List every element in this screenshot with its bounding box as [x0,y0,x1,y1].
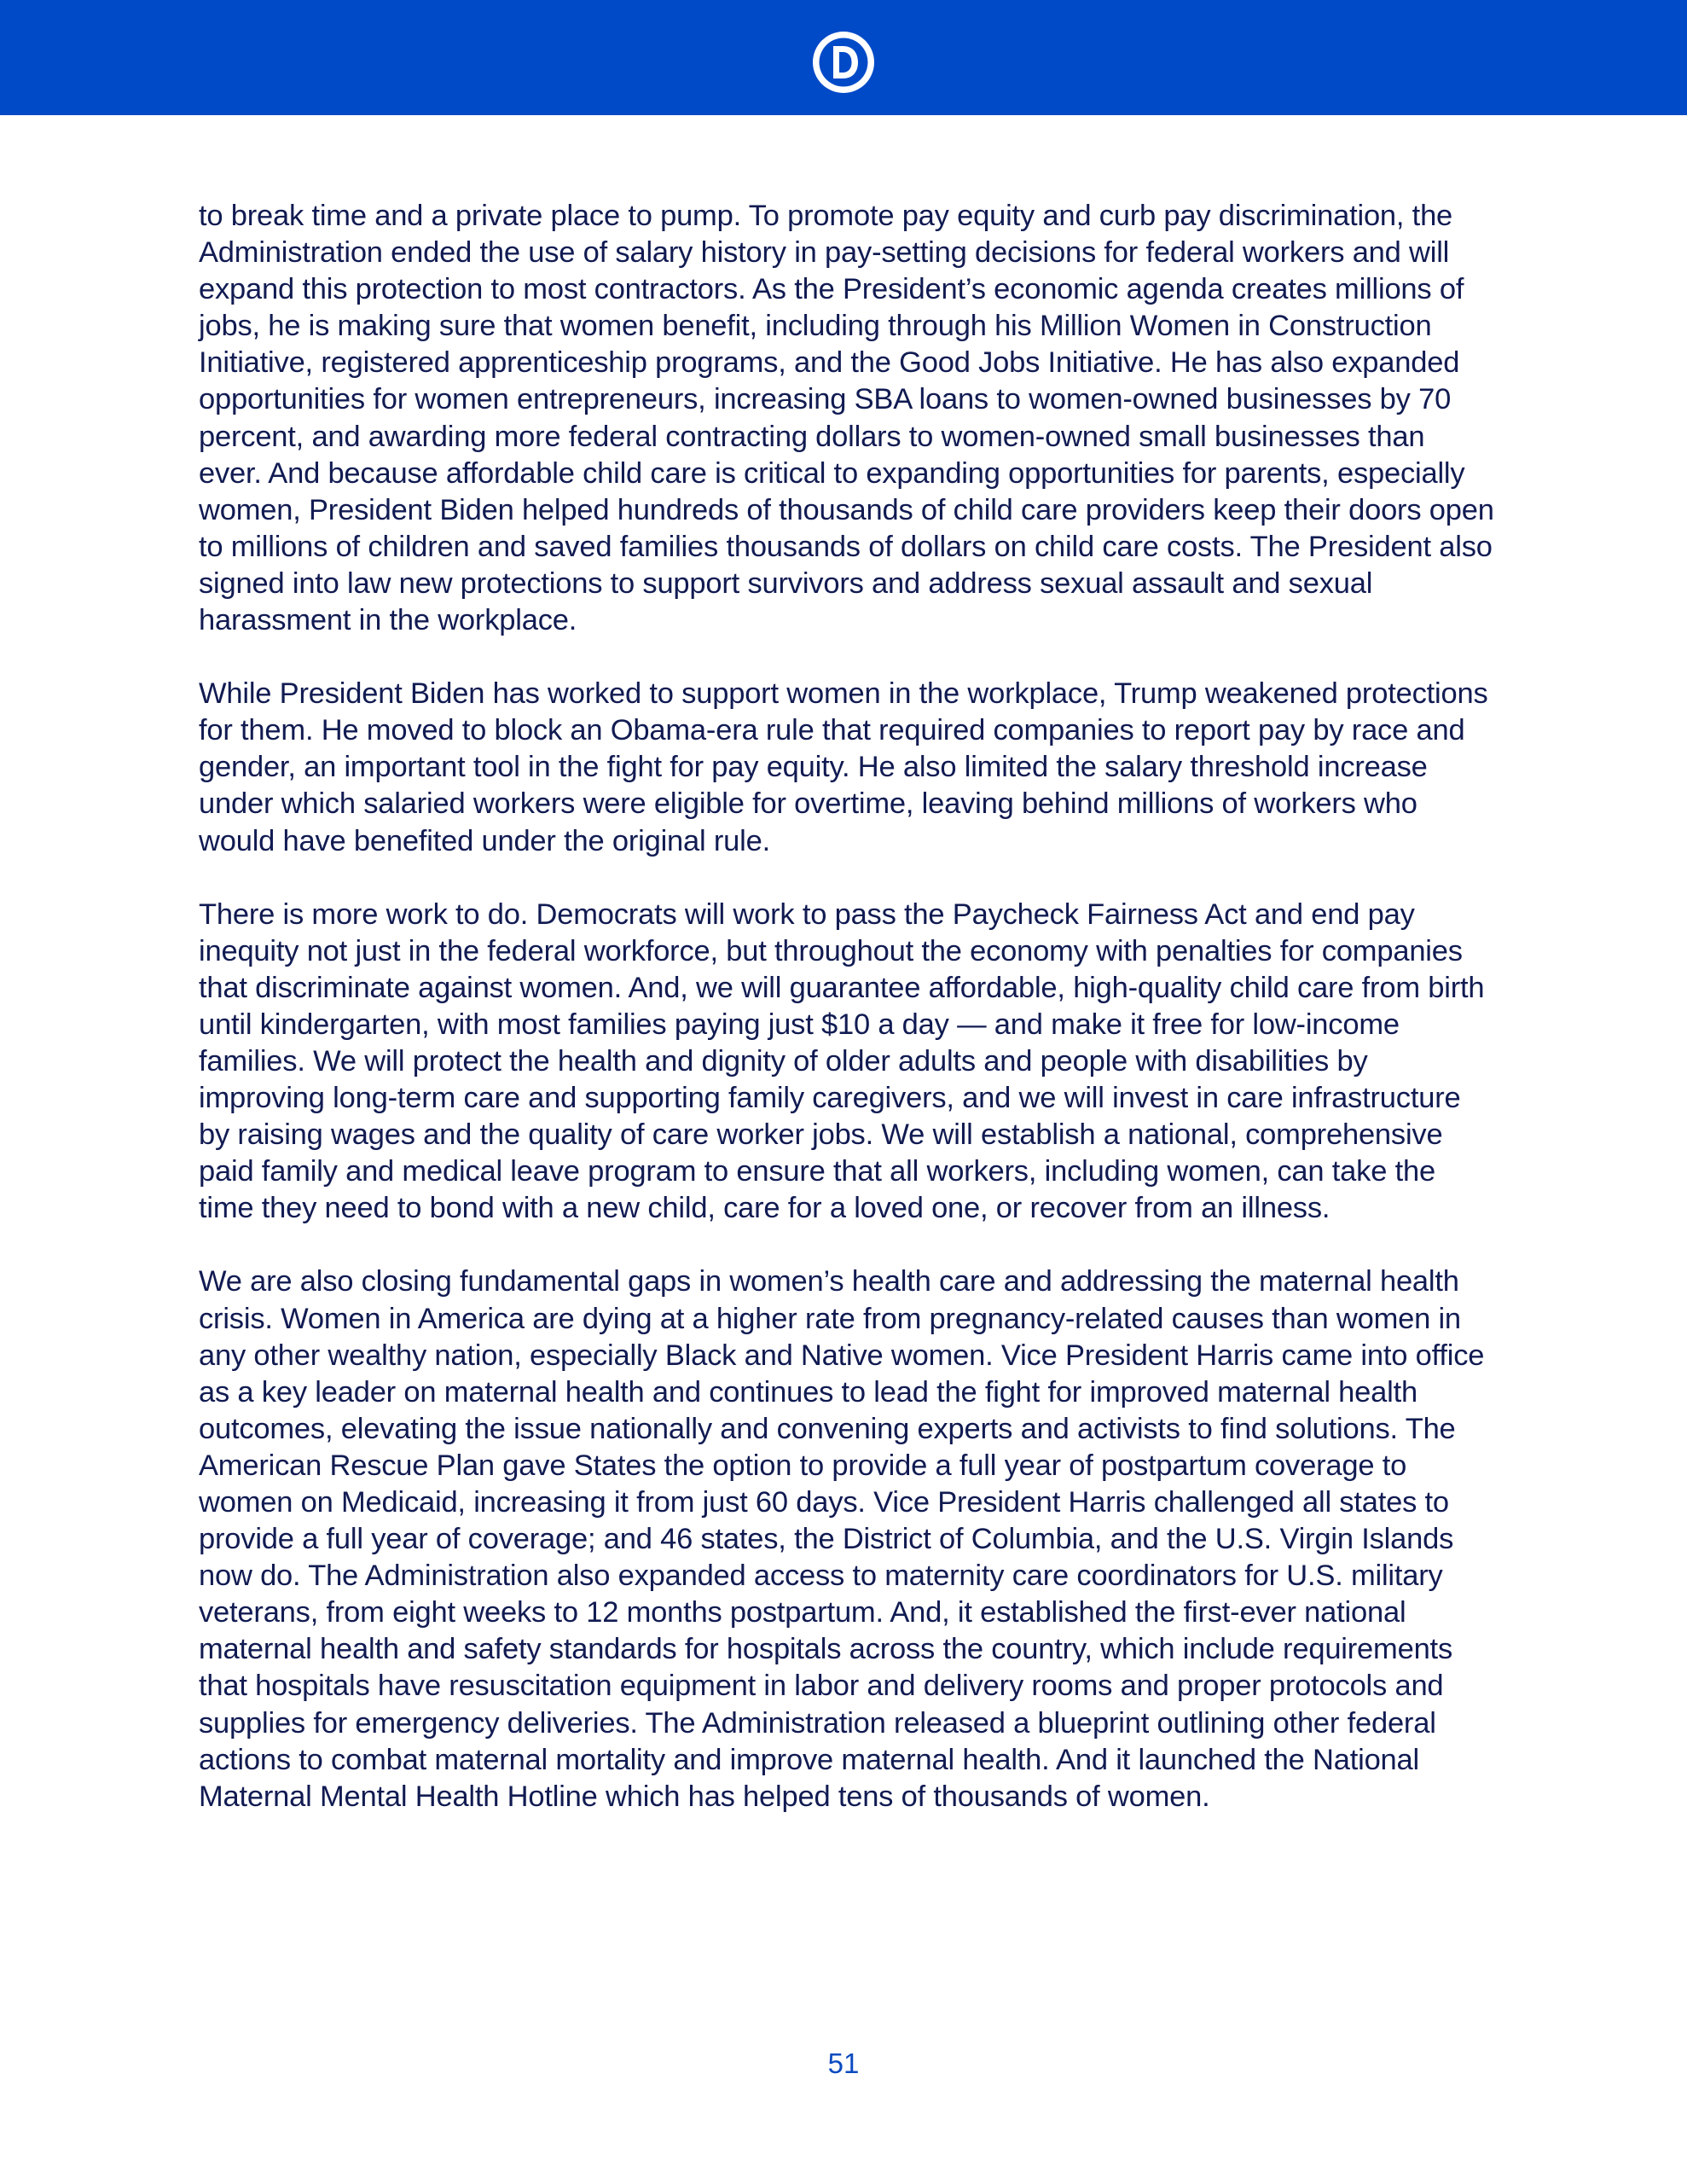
body-paragraph: to break time and a private place to pump. To promote pay equity and curb pay discrimination, the Administration ended the use of salary history in pay-setting decisions for federal workers and will expand this protection to most contractors. As the President’s economic agenda creates millions of jobs, he is making sure that women benefit, including through his Million Women in Construction Initiative, registered apprenticeship programs, and the Good Jobs Initiative. He has also expanded opportunities for women entrepreneurs, increasing SBA loans to women-owned businesses by 70 percent, and awarding more federal contracting dollars to women-owned small businesses than ever. And because affordable child care is critical to expanding opportunities for parents, especially women, President Biden helped hundreds of thousands of child care providers keep their doors open to millions of children and saved families thousands of dollars on child care costs. The President also signed into law new protections to support survivors and address sexual assault and sexual harassment in the workplace. [199,200,1494,637]
body-paragraph: There is more work to do. Democrats will work to pass the Paycheck Fairness Act and end pay inequity not just in the federal workforce, but throughout the economy with penalties for companies that discriminate against women. And, we will guarantee affordable, high-quality child care from birth until kindergarten, with most families paying just $10 a day — and make it free for low-income families. We will protect the health and dignity of older adults and people with disabilities by improving long-term care and supporting family caregivers, and we will invest in care infrastructure by raising wages and the quality of care worker jobs. We will establish a national, comprehensive paid family and medical leave program to ensure that all workers, including women, can take the time they need to bond with a new child, care for a loved one, or recover from an illness. [199,897,1485,1225]
body-paragraph: While President Biden has worked to support women in the workplace, Trump weakened protections for them. He moved to block an Obama-era rule that required companies to report pay by race and gender, an important tool in the fight for pay equity. He also limited the salary threshold increase under which salaried workers were eligible for overtime, leaving behind millions of workers who would have benefited under the original rule. [199,677,1488,857]
page-number: 51 [827,2048,860,2079]
body-paragraph: We are also closing fundamental gaps in women’s health care and addressing the maternal health crisis. Women in America are dying at a higher rate from pregnancy-related causes than women in any other wealthy nation, especially Black and Native women. Vice President Harris came into office as a key leader on maternal health and continues to lead the fight for improved maternal health outcomes, elevating the issue nationally and convening experts and activists to find solutions. The American Rescue Plan gave States the option to provide a full year of postpartum coverage to women on Medicaid, increasing it from just 60 days. Vice President Harris challenged all states to provide a full year of coverage; and 46 states, the District of Columbia, and the U.S. Virgin Islands now do. The Administration also expanded access to maternity care coordinators for U.S. military veterans, from eight weeks to 12 months postpartum. And, it established the first-ever national maternal health and safety standards for hospitals across the country, which include requirements that hospitals have resuscitation equipment in labor and delivery rooms and proper protocols and supplies for emergency deliveries. The Administration released a blueprint outlining other federal actions to combat maternal mortality and improve maternal health. And it launched the National Maternal Mental Health Hotline which has helped tens of thousands of women. [199,1265,1485,1813]
document-body [199,198,1495,1852]
democratic-party-d-logo-icon [810,29,877,96]
header-bar [0,0,1687,115]
